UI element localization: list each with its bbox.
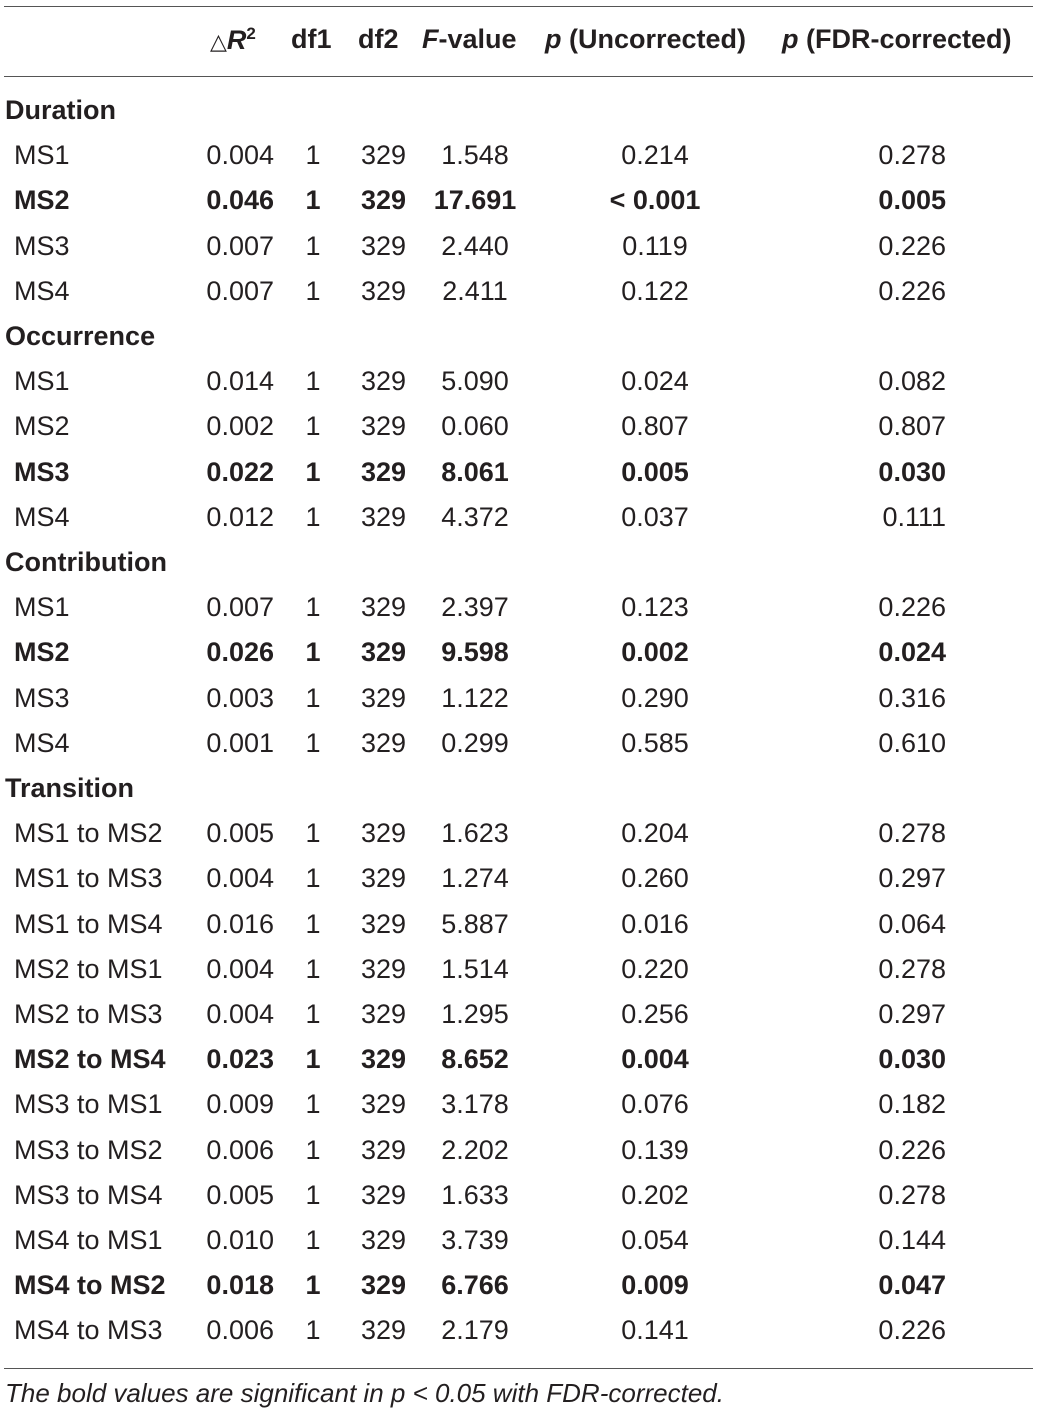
row-label: MS2 to MS4 [14,1044,166,1075]
df2-cell: 329 [360,999,406,1029]
section-label: Contribution [5,547,167,577]
table-row [0,269,1039,313]
df2-cell: 329 [360,1044,406,1075]
p-fdr-cell: 0.064 [878,908,946,939]
row-label: MS1 [14,140,70,171]
f-value-cell: 2.179 [441,1315,509,1346]
p-fdr-cell: 0.278 [878,1179,946,1210]
row-label: MS3 to MS4 [14,1179,163,1210]
p-fdr-cell: 0.297 [878,999,946,1029]
header-delta-r2: $\triangle R^2$ [210,24,256,55]
delta-r2-cell: 0.006 [206,1134,274,1165]
f-value-cell: 1.623 [441,818,509,849]
df1-cell: 1 [305,1315,321,1346]
f-value-cell: 17.691 [433,185,517,216]
df2-cell: 329 [360,230,406,261]
section-row [0,766,1039,810]
header-df1: df1 [291,24,332,54]
df1-cell: 1 [305,1089,321,1120]
row-label: MS2 to MS1 [14,953,163,984]
df2-cell: 329 [360,1179,406,1210]
delta-r2-cell: 0.007 [206,592,274,623]
table-footnote: The bold values are significant in p < 0.05 with FDR-corrected. [5,1378,724,1408]
row-label: MS3 [14,230,70,261]
p-fdr-cell: 0.024 [878,637,946,668]
p-fdr-cell: 0.226 [878,275,946,306]
p-uncorrected-cell: 0.141 [621,1315,689,1346]
p-uncorrected-cell: 0.122 [621,275,689,306]
row-label: MS4 to MS3 [14,1315,163,1346]
p-uncorrected-cell: < 0.001 [609,185,701,216]
section-row [0,314,1039,358]
df2-cell: 329 [360,908,406,939]
p-uncorrected-cell: 0.009 [621,1270,689,1301]
f-value-cell: 8.652 [441,1044,509,1075]
f-value-cell: 5.090 [441,366,509,397]
table-row [0,224,1039,268]
df1-cell: 1 [305,1179,321,1210]
row-label: MS4 [14,727,70,758]
delta-r2-cell: 0.026 [206,637,274,668]
delta-r2-cell: 0.018 [206,1270,274,1301]
df1-cell: 1 [305,908,321,939]
table-row [0,1218,1039,1262]
f-value-cell: 4.372 [441,501,509,532]
delta-r2-cell: 0.006 [206,1315,274,1346]
table-row [0,450,1039,494]
f-value-cell: 2.202 [441,1134,509,1165]
p-fdr-cell: 0.005 [878,185,946,216]
p-uncorrected-cell: 0.260 [621,863,689,894]
table-row [0,178,1039,222]
df1-cell: 1 [305,1225,321,1255]
p-fdr-cell: 0.182 [878,1089,946,1120]
delta-r2-cell: 0.002 [206,411,274,442]
df2-cell: 329 [360,592,406,623]
delta-r2-cell: 0.004 [206,999,274,1029]
f-value-cell: 0.299 [441,727,509,758]
p-fdr-cell: 0.610 [878,727,946,758]
table-row [0,856,1039,900]
f-value-cell: 2.411 [442,275,508,306]
table-row [0,947,1039,991]
df2-cell: 329 [360,501,406,532]
table-bottom-rule [4,1368,1033,1369]
p-uncorrected-cell: 0.202 [621,1179,689,1210]
p-fdr-cell: 0.082 [878,366,946,397]
df1-cell: 1 [305,185,321,216]
section-label: Occurrence [5,321,156,351]
table-row [0,1037,1039,1081]
p-uncorrected-cell: 0.123 [621,592,689,623]
table-row [0,721,1039,765]
delta-r2-cell: 0.009 [206,1089,274,1120]
df1-cell: 1 [305,366,321,397]
p-uncorrected-cell: 0.807 [621,411,689,442]
p-fdr-cell: 0.226 [878,592,946,623]
df2-cell: 329 [360,411,406,442]
p-fdr-cell: 0.226 [878,230,946,261]
df1-cell: 1 [305,140,321,171]
f-value-cell: 9.598 [441,637,509,668]
df1-cell: 1 [305,818,321,849]
df1-cell: 1 [305,863,321,894]
df1-cell: 1 [305,999,321,1029]
delta-r2-cell: 0.007 [206,230,274,261]
df1-cell: 1 [305,1044,321,1075]
table-row [0,1082,1039,1126]
table-row [0,1173,1039,1217]
df1-cell: 1 [305,230,321,261]
p-uncorrected-cell: 0.585 [621,727,689,758]
delta-r2-cell: 0.004 [206,953,274,984]
table-row [0,1308,1039,1352]
df1-cell: 1 [305,275,321,306]
f-value-cell: 6.766 [441,1270,509,1301]
f-value-cell: 1.295 [441,999,509,1029]
df1-cell: 1 [305,682,321,713]
df2-cell: 329 [360,1315,406,1346]
df2-cell: 329 [360,682,406,713]
p-uncorrected-cell: 0.214 [621,140,689,171]
df2-cell: 329 [360,637,406,668]
p-uncorrected-cell: 0.024 [621,366,689,397]
df1-cell: 1 [305,953,321,984]
df1-cell: 1 [305,1270,321,1301]
row-label: MS1 [14,592,70,623]
table-row [0,1128,1039,1172]
delta-r2-cell: 0.046 [206,185,274,216]
f-value-cell: 8.061 [441,456,509,487]
header-f-value: F-value [422,24,517,54]
table-row [0,1263,1039,1307]
delta-r2-cell: 0.012 [206,501,274,532]
row-label: MS3 to MS1 [14,1089,163,1120]
p-fdr-cell: 0.278 [878,953,946,984]
df2-cell: 329 [360,953,406,984]
p-fdr-cell: 0.226 [878,1315,946,1346]
delta-r2-cell: 0.016 [206,908,274,939]
df2-cell: 329 [360,1225,406,1255]
p-uncorrected-cell: 0.002 [621,637,689,668]
row-label: MS2 [14,637,70,668]
table-row [0,676,1039,720]
df2-cell: 329 [360,185,406,216]
f-value-cell: 5.887 [441,908,509,939]
df1-cell: 1 [305,501,321,532]
df2-cell: 329 [360,727,406,758]
p-fdr-cell: 0.144 [878,1225,946,1255]
row-label: MS1 [14,366,70,397]
row-label: MS1 to MS4 [14,908,163,939]
row-label: MS1 to MS2 [14,818,163,849]
df1-cell: 1 [305,637,321,668]
df2-cell: 329 [360,456,406,487]
p-uncorrected-cell: 0.005 [621,456,689,487]
p-uncorrected-cell: 0.204 [621,818,689,849]
f-value-cell: 1.274 [441,863,509,894]
row-label: MS4 to MS2 [14,1270,166,1301]
p-fdr-cell: 0.047 [878,1270,946,1301]
delta-r2-cell: 0.007 [206,275,274,306]
delta-r2-cell: 0.004 [206,863,274,894]
table-row [0,992,1039,1036]
p-fdr-cell: 0.297 [878,863,946,894]
p-fdr-cell: 0.030 [878,1044,946,1075]
p-uncorrected-cell: 0.054 [621,1225,689,1255]
section-label: Transition [5,773,135,803]
header-df2: df2 [358,24,399,54]
header-p-fdr-corrected: p (FDR-corrected) [782,24,1012,54]
df2-cell: 329 [360,366,406,397]
row-label: MS4 [14,501,70,532]
delta-r2-cell: 0.005 [206,1179,274,1210]
delta-r2-cell: 0.001 [206,727,274,758]
f-value-cell: 3.739 [441,1225,509,1255]
p-fdr-cell: 0.030 [878,456,946,487]
df1-cell: 1 [305,456,321,487]
df2-cell: 329 [360,275,406,306]
f-value-cell: 3.178 [441,1089,509,1120]
section-row [0,540,1039,584]
table-row [0,404,1039,448]
table-top-rule [4,6,1033,7]
header-p-uncorrected: p (Uncorrected) [545,24,747,54]
f-value-cell: 1.514 [441,953,509,984]
row-label: MS3 [14,682,70,713]
table-row [0,359,1039,403]
row-label: MS3 [14,456,70,487]
p-fdr-cell: 0.807 [878,411,946,442]
delta-r2-cell: 0.022 [206,456,274,487]
row-label: MS4 to MS1 [14,1225,163,1255]
delta-r2-cell: 0.023 [206,1044,274,1075]
table-row [0,495,1039,539]
p-uncorrected-cell: 0.220 [621,953,689,984]
table-row [0,133,1039,177]
df2-cell: 329 [360,863,406,894]
df1-cell: 1 [305,1134,321,1165]
p-uncorrected-cell: 0.290 [621,682,689,713]
df2-cell: 329 [360,1134,406,1165]
p-uncorrected-cell: 0.139 [621,1134,689,1165]
p-fdr-cell: 0.316 [878,682,946,713]
row-label: MS2 [14,185,70,216]
row-label: MS1 to MS3 [14,863,163,894]
delta-r2-cell: 0.014 [206,366,274,397]
f-value-cell: 0.060 [441,411,509,442]
f-value-cell: 2.397 [441,592,509,623]
df2-cell: 329 [360,1270,406,1301]
f-value-cell: 1.633 [441,1179,509,1210]
delta-r2-cell: 0.004 [206,140,274,171]
header-rule [4,76,1033,77]
f-value-cell: 2.440 [441,230,509,261]
table-row [0,811,1039,855]
p-fdr-cell: 0.111 [882,501,946,532]
f-value-cell: 1.548 [441,140,509,171]
delta-r2-cell: 0.005 [206,818,274,849]
table-row [0,585,1039,629]
f-value-cell: 1.122 [441,682,509,713]
df1-cell: 1 [305,592,321,623]
table-row [0,630,1039,674]
delta-r2-cell: 0.003 [206,682,274,713]
row-label: MS2 [14,411,70,442]
table-row [0,902,1039,946]
section-label: Duration [5,95,116,125]
delta-r2-cell: 0.010 [206,1225,274,1255]
df1-cell: 1 [305,411,321,442]
p-uncorrected-cell: 0.076 [621,1089,689,1120]
p-uncorrected-cell: 0.016 [621,908,689,939]
p-uncorrected-cell: 0.256 [621,999,689,1029]
p-fdr-cell: 0.278 [878,140,946,171]
df2-cell: 329 [360,140,406,171]
df2-cell: 329 [360,1089,406,1120]
df1-cell: 1 [305,727,321,758]
p-fdr-cell: 0.226 [878,1134,946,1165]
p-uncorrected-cell: 0.004 [621,1044,689,1075]
row-label: MS4 [14,275,70,306]
p-fdr-cell: 0.278 [878,818,946,849]
row-label: MS2 to MS3 [14,999,163,1029]
section-row [0,88,1039,132]
p-uncorrected-cell: 0.037 [621,501,689,532]
p-uncorrected-cell: 0.119 [622,230,688,261]
df2-cell: 329 [360,818,406,849]
row-label: MS3 to MS2 [14,1134,163,1165]
